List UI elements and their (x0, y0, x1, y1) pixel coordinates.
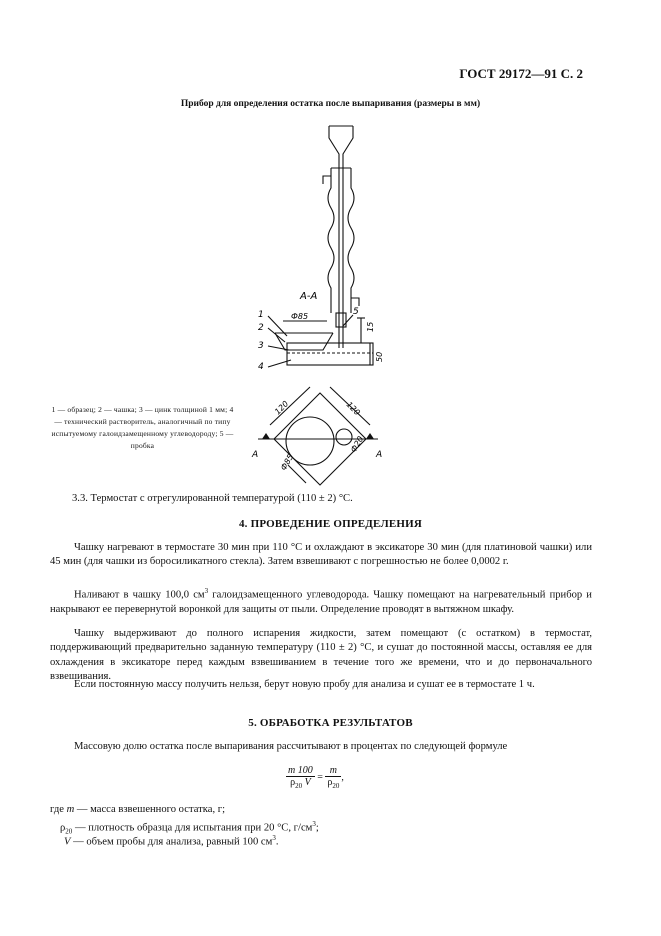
callout-2: 2 (258, 323, 264, 333)
section-mark-left: А (252, 450, 259, 460)
section-arrow-right-icon (366, 433, 374, 439)
callout-4: 4 (258, 362, 264, 372)
dim-cup-diameter: Ф85 (291, 312, 309, 321)
dim-side-b: 120 (344, 400, 362, 418)
section4-paragraph-1: Чашку нагревают в термостате 30 мин при 110 °С и охлаждают в эксикаторе 30 мин (для платиновой чашки) или 45 мин (для чашки из боросиликатного стекла). Затем взвешивают с погрешностью не более 0,0002 г. (50, 542, 592, 568)
where-line-3: V — объем пробы для анализа, равный 100 $см^3$. (64, 834, 279, 848)
section-aa-label: А-А (300, 291, 318, 302)
item-3-3: 3.3. Термостат с отрегулированной температурой (110 ± 2) °С. (72, 493, 353, 504)
dim-side-a: 120 (273, 399, 291, 417)
section5-intro: Массовую долю остатка после выпаривания рассчитывают в процентах по следующей формуле (74, 741, 508, 752)
figure-title: Прибор для определения остатка после выпаривания (размеры в мм) (180, 99, 481, 109)
dim-bath-height: 50 (375, 351, 384, 362)
section-plan-drawing (248, 385, 388, 500)
section4-title: 4. ПРОВЕДЕНИЕ ОПРЕДЕЛЕНИЯ (238, 518, 423, 530)
callout-1: 1 (258, 310, 264, 320)
dim-plan-diameter: Ф85 (278, 452, 296, 472)
section4-paragraph-3: Чашку выдерживают до полного испарения жидкости, затем помещают (с остатком) в термостат, поддерживающий предварительно заданную температуру (110 ± 2) °С, и сушат до постоянной массы, оставляя ее для охлаждения в эксикаторе перед каждым взвешиванием в течение того же времени, что и до первоначального взвешивания. (50, 628, 592, 683)
section4-paragraph-4: Если постоянную массу получить нельзя, берут новую пробу для анализа и сушат ее в термостате 1 ч. (74, 679, 535, 690)
section4-paragraph-2: Наливают в чашку 100,0 $см^3$ галоидзамещенного углеводорода. Чашку помещают на нагревательный прибор и накрывают ее перевернутой воронкой для защиты от пыли. Определение проводят в вытяжном шкафу. (50, 587, 592, 615)
where-line-1: где m — масса взвешенного остатка, г; (50, 804, 226, 815)
dim-top-height: 15 (366, 321, 375, 332)
page-header: ГОСТ 29172—91 С. 2 (459, 66, 583, 81)
section-mark-right: А (376, 450, 383, 460)
callout-3: 3 (258, 341, 264, 351)
section5-title: 5. ОБРАБОТКА РЕЗУЛЬТАТОВ (248, 717, 413, 729)
formula: $\frac{m 100}{\rho_{20} V}$ = $\frac{m}{\rho_{20}}$ , (288, 765, 344, 790)
section-arrow-left-icon (262, 433, 270, 439)
apparatus-drawing (225, 118, 395, 378)
dim-small-diameter: Ф20 (348, 434, 366, 454)
callout-5: 5 (353, 307, 359, 317)
figure-legend: 1 — образец; 2 — чашка; 3 — цинк толщиной 1 мм; 4 — технический растворитель, аналогичный по типу испытуемому галоидзамещенному углеводороду; 5 — пробка (51, 405, 234, 450)
where-line-2: $\rho_{20}$ — плотность образца для испытания при 20 °С, $г/см^3$; (60, 820, 319, 836)
